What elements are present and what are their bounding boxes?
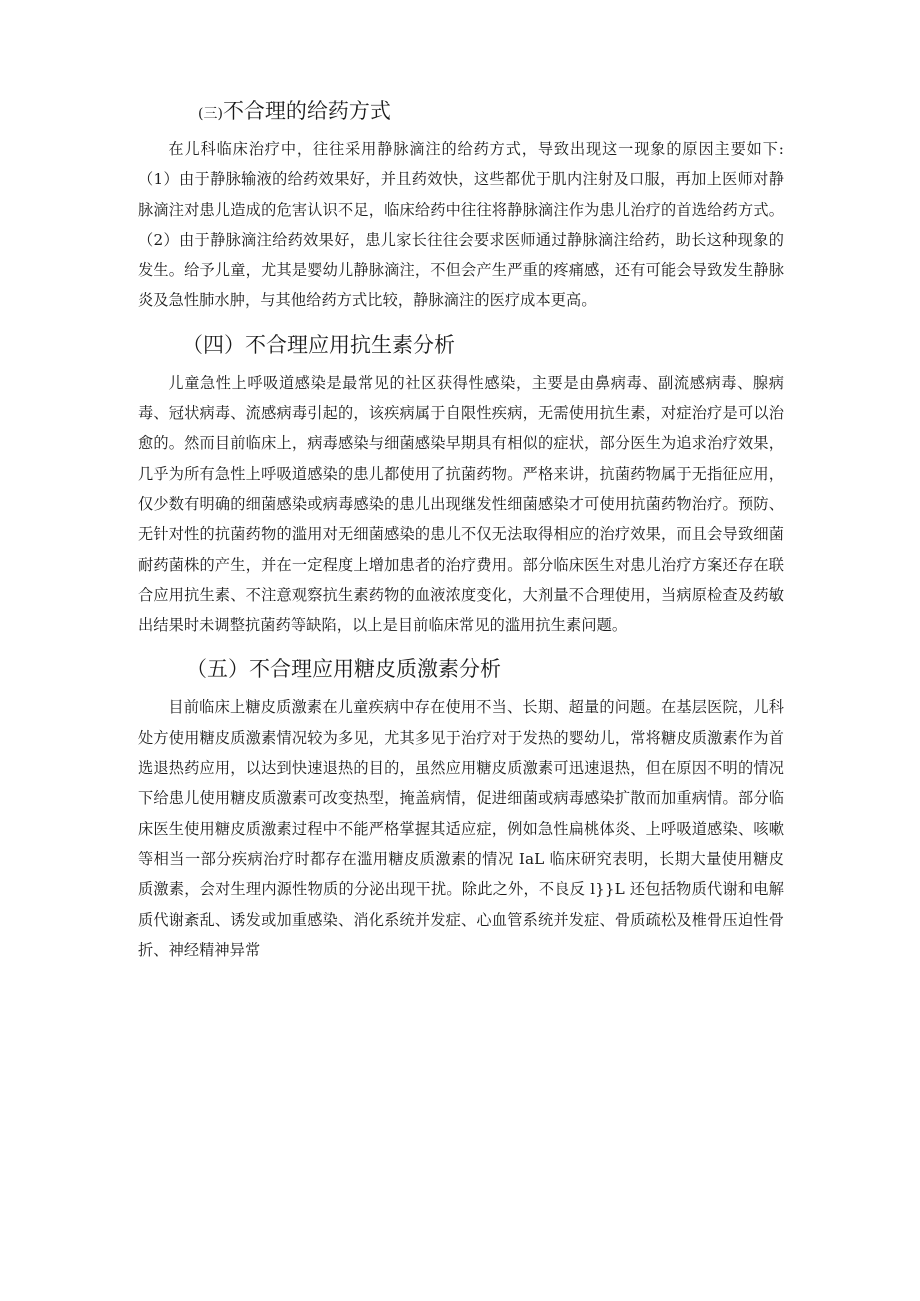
section-heading-5-text: 不合理应用糖皮质激素分析 [249, 657, 501, 682]
section-paragraph-3: 在儿科临床治疗中，往往采用静脉滴注的给药方式，导致出现这一现象的原因主要如下:（1）由于静脉输液的给药效果好，并且药效快，这些都优于肌内注射及口服，再加上医师对静脉滴注对患儿造成的危害认识不足，临床给药中往往将静脉滴注作为患儿治疗的首选给药方式。（2）由于静脉滴注给药效果好，患儿家长往往会要求医师通过静脉滴注给药，助长这种现象的发生。给予儿童，尤其是婴幼儿静脉滴注，不但会产生严重的疼痛感，还有可能会导致发生静脉炎及急性肺水肿，与其他给药方式比较，静脉滴注的医疗成本更高。 [138, 140, 784, 310]
section-heading-4 [138, 330, 784, 360]
section-paragraph-4: 儿童急性上呼吸道感染是最常见的社区获得性感染，主要是由鼻病毒、副流感病毒、腺病毒、冠状病毒、流感病毒引起的，该疾病属于自限性疾病，无需使用抗生素，对症治疗是可以治愈的。然而目前临床上，病毒感染与细菌感染早期具有相似的症状，部分医生为追求治疗效果，几乎为所有急性上呼吸道感染的患儿都使用了抗菌药物。严格来讲，抗菌药物属于无指征应用，仅少数有明确的细菌感染或病毒感染的患儿出现继发性细菌感染才可使用抗菌药物治疗。预防、无针对性的抗菌药物的滥用对无细菌感染的患儿不仅无法取得相应的治疗效果，而且会导致细菌耐药菌株的产生，并在一定程度上增加患者的治疗费用。部分临床医生对患儿治疗方案还存在联合应用抗生素、不注意观察抗生素药物的血液浓度变化，大剂量不合理使用，当病原检查及药敏出结果时未调整抗菌药等缺陷，以上是目前临床常见的滥用抗生素问题。 [138, 373, 784, 635]
section-heading-5 [138, 654, 784, 684]
section-heading-4-text: 不合理应用抗生素分析 [245, 332, 455, 357]
section-heading-3 [138, 96, 784, 126]
section-heading-4-prefix: （四） [182, 332, 245, 357]
section-heading-3-prefix: (三) [198, 106, 223, 122]
section-heading-3-text: 不合理的给药方式 [222, 99, 391, 123]
document-page [138, 96, 784, 965]
section-paragraph-5: 目前临床上糖皮质激素在儿童疾病中存在使用不当、长期、超量的问题。在基层医院，儿科处方使用糖皮质激素情况较为多见，尤其多见于治疗对于发热的婴幼儿，常将糖皮质激素作为首选退热药应用，以达到快速退热的目的，虽然应用糖皮质激素可迅速退热，但在原因不明的情况下给患儿使用糖皮质激素可改变热型，掩盖病情，促进细菌或病毒感染扩散而加重病情。部分临床医生使用糖皮质激素过程中不能严格掌握其适应症，例如急性扁桃体炎、上呼吸道感染、咳嗽等相当一部分疾病治疗时都存在滥用糖皮质激素的情况 IaL 临床研究表明，长期大量使用糖皮质激素，会对生理内源性物质的分泌出现干扰。除此之外，不良反 l}}L 还包括物质代谢和电解质代谢紊乱、诱发或加重感染、消化系统并发症、心血管系统并发症、骨质疏松及椎骨压迫性骨折、神经精神异常 [138, 698, 784, 959]
section-heading-5-prefix: （五） [186, 657, 249, 682]
